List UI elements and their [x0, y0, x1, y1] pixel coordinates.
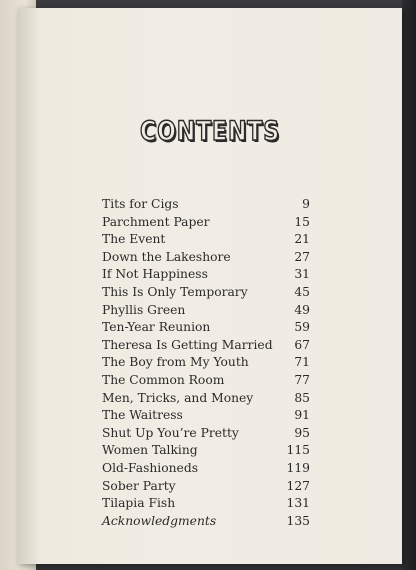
toc-entry-page: 91	[294, 408, 310, 423]
toc-entry-title: The Event	[102, 232, 166, 247]
toc-entry	[102, 319, 310, 337]
toc-entry	[102, 231, 310, 249]
toc-entry-title: Ten-Year Reunion	[102, 320, 211, 335]
toc-entry-title: Tilapia Fish	[102, 496, 176, 511]
toc-entry-page: 77	[294, 372, 310, 387]
toc-entry-title: The Waitress	[102, 408, 183, 423]
toc-entry	[102, 442, 310, 460]
contents-heading: CONTENTS	[140, 116, 280, 147]
toc-entry-page: 21	[294, 232, 310, 247]
toc-entry-title: The Common Room	[102, 372, 225, 387]
toc-entry	[102, 196, 310, 214]
toc-entry-title: Down the Lakeshore	[102, 249, 231, 264]
table-of-contents	[102, 196, 310, 530]
toc-entry-page: 71	[294, 355, 310, 370]
toc-entry-page: 27	[294, 249, 310, 264]
toc-entry-title: Theresa Is Getting Married	[102, 337, 273, 352]
toc-entry-page: 131	[286, 496, 310, 511]
toc-entry	[102, 354, 310, 372]
toc-entry-title: Shut Up You’re Pretty	[102, 425, 239, 440]
toc-entry-page: 59	[294, 320, 310, 335]
toc-entry-page: 135	[286, 513, 310, 528]
toc-entry-title: Old-Fashioneds	[102, 460, 199, 475]
table-surface	[402, 0, 416, 570]
toc-entry	[102, 513, 310, 531]
toc-entry-page: 115	[286, 443, 310, 458]
toc-entry-page: 95	[294, 425, 310, 440]
toc-entry	[102, 390, 310, 408]
toc-entry-page: 9	[302, 197, 310, 211]
toc-entry	[102, 337, 310, 355]
toc-entry	[102, 214, 310, 232]
toc-entry-title: Women Talking	[102, 443, 198, 458]
toc-entry	[102, 460, 310, 478]
toc-entry-page: 49	[294, 302, 310, 317]
toc-entry	[102, 266, 310, 284]
toc-entry-title: This Is Only Temporary	[102, 284, 248, 299]
toc-entry-page: 67	[294, 337, 310, 352]
toc-entry-page: 31	[294, 267, 310, 282]
toc-entry-page: 15	[294, 214, 310, 229]
toc-entry-title: If Not Happiness	[102, 267, 208, 282]
toc-entry-title: Men, Tricks, and Money	[102, 390, 254, 405]
toc-entry-page: 45	[294, 284, 310, 299]
toc-entry-title: Acknowledgments	[102, 513, 217, 528]
toc-entry	[102, 249, 310, 267]
toc-entry-page: 127	[286, 478, 310, 493]
toc-entry	[102, 495, 310, 513]
toc-entry-title: Sober Party	[102, 478, 176, 493]
toc-entry-title: The Boy from My Youth	[102, 355, 249, 370]
toc-entry-title: Parchment Paper	[102, 214, 210, 229]
toc-entry	[102, 407, 310, 425]
toc-entry-title: Phyllis Green	[102, 302, 186, 317]
toc-entry	[102, 302, 310, 320]
toc-entry	[102, 284, 310, 302]
toc-entry-title: Tits for Cigs	[102, 197, 179, 211]
toc-entry	[102, 478, 310, 496]
toc-entry	[102, 425, 310, 443]
book-page	[18, 8, 402, 564]
toc-entry	[102, 372, 310, 390]
toc-entry-page: 119	[286, 460, 310, 475]
toc-entry-page: 85	[294, 390, 310, 405]
